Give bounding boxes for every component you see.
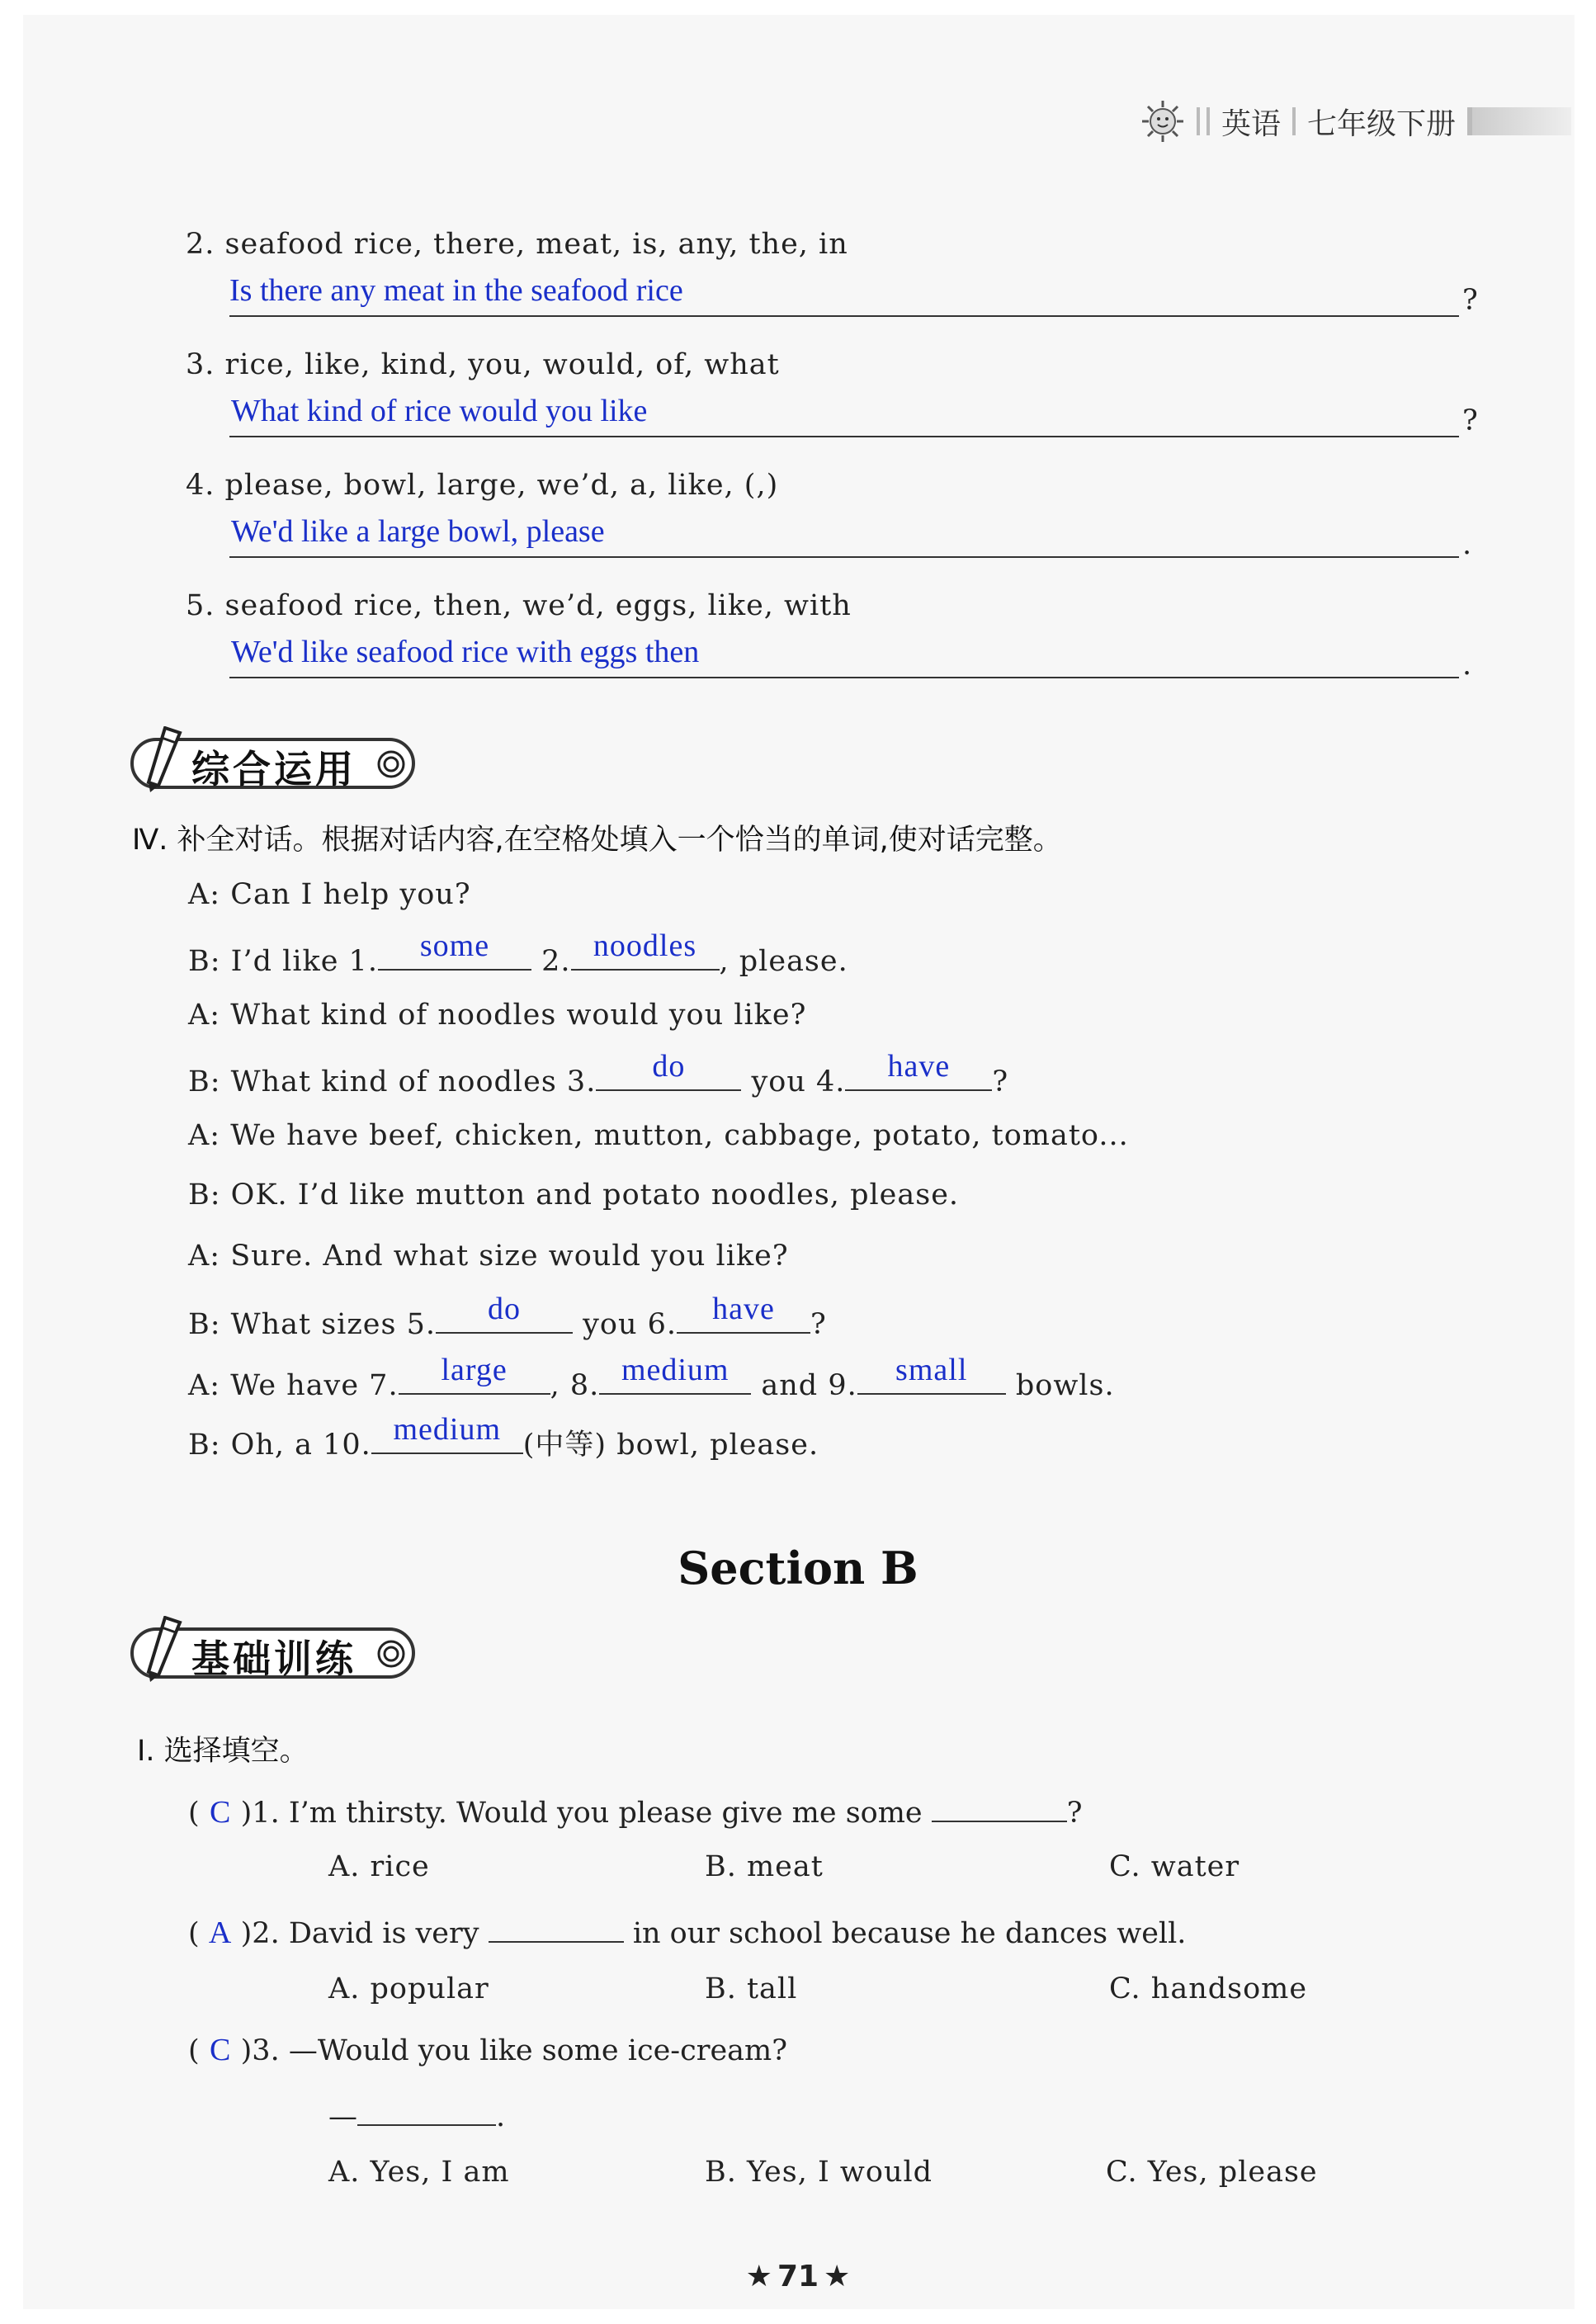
reorder-words-3: 3. rice, like, kind, you, would, of, what: [186, 348, 780, 381]
end-punct-2: ?: [1462, 284, 1478, 317]
choice-answer[interactable]: C: [209, 2033, 231, 2067]
dialog-text: and 9.: [761, 1369, 857, 1402]
star-icon: ★: [745, 2260, 772, 2293]
sun-icon: [1140, 99, 1185, 144]
blank-2[interactable]: [571, 928, 720, 971]
option-c[interactable]: C. Yes, please: [1106, 2156, 1318, 2189]
header-divider: [1197, 107, 1210, 135]
dialog-line-3: A: What kind of noodles would you like?: [188, 999, 807, 1032]
question-2: [188, 1910, 1186, 1951]
dialog-text: , 8.: [550, 1369, 600, 1402]
question-blank[interactable]: [489, 1910, 624, 1943]
dialog-text: B: What kind of noodles 3.: [188, 1065, 597, 1098]
dialog-line-5: A: We have beef, chicken, mutton, cabbage, potato, tomato...: [188, 1119, 1129, 1152]
reorder-words-2: 2. seafood rice, there, meat, is, any, the, in: [186, 228, 848, 261]
question-3: [188, 2032, 787, 2068]
dialog-text: you 6.: [583, 1308, 678, 1341]
blank-10[interactable]: [371, 1412, 523, 1454]
answer-line: [229, 556, 1459, 558]
option-a[interactable]: A. popular: [328, 1972, 489, 2005]
dialog-text: ?: [992, 1065, 1009, 1098]
blank-answer: medium: [393, 1412, 502, 1447]
banner-comprehensive: [130, 726, 419, 791]
answer-line: [229, 436, 1459, 437]
page-number-value: 71: [777, 2260, 819, 2293]
dialog-text: A: We have 7.: [188, 1369, 399, 1402]
blank-6[interactable]: [677, 1292, 810, 1334]
end-punct-4: .: [1462, 528, 1472, 561]
open-paren: (: [188, 1917, 200, 1950]
dialog-text: ?: [810, 1308, 827, 1341]
blank-answer: large: [441, 1353, 508, 1387]
question-text: )2. David is very: [240, 1917, 479, 1950]
question-text: )3. —Would you like some ice-cream?: [240, 2034, 787, 2067]
choice-answer[interactable]: C: [209, 1795, 231, 1830]
reorder-answer-4: We'd like a large bowl, please: [231, 514, 605, 549]
question-1: [188, 1789, 1083, 1830]
option-a[interactable]: A. rice: [328, 1850, 430, 1883]
end-punct-5: .: [1462, 649, 1472, 682]
page-header: [1140, 99, 1571, 144]
header-grade: 七年级下册: [1306, 106, 1456, 141]
reorder-answer-3: What kind of rice would you like: [231, 394, 648, 428]
dialog-text: , please.: [719, 945, 848, 978]
dialog-text: you 4.: [751, 1065, 846, 1098]
pencil-icon: [137, 1616, 191, 1684]
reorder-answer-2: Is there any meat in the seafood rice: [229, 273, 683, 308]
dialog-line-8: [188, 1292, 827, 1341]
page-number: [0, 2260, 1596, 2293]
header-separator: [1292, 107, 1296, 135]
choice-answer[interactable]: A: [208, 1915, 232, 1950]
blank-answer: noodles: [593, 928, 697, 963]
dash: —: [328, 2100, 357, 2133]
dialog-line-6: B: OK. I’d like mutton and potato noodles, please.: [188, 1179, 960, 1212]
question-text: )1. I’m thirsty. Would you please give me some: [240, 1797, 923, 1830]
answer-line: [229, 315, 1459, 317]
blank-answer: do: [488, 1292, 521, 1326]
star-icon: ★: [824, 2260, 851, 2293]
question-end: ?: [1066, 1797, 1083, 1830]
dialog-line-1: A: Can I help you?: [188, 878, 471, 911]
ring-icon: [376, 749, 406, 779]
dialog-line-2: [188, 928, 848, 978]
banner-label: 基础训练: [191, 1637, 357, 1681]
blank-5[interactable]: [436, 1292, 573, 1334]
dialog-text: 2.: [541, 945, 571, 978]
dialog-line-10: [188, 1412, 819, 1463]
header-tab: [1467, 107, 1571, 135]
header-subject: 英语: [1221, 106, 1281, 141]
blank-3[interactable]: [596, 1049, 741, 1091]
banner-label: 综合运用: [191, 747, 357, 791]
section-b-title: Section B: [678, 1542, 918, 1594]
blank-8[interactable]: [599, 1353, 751, 1395]
dialog-text: B: Oh, a 10.: [188, 1429, 371, 1462]
blank-7[interactable]: [399, 1353, 550, 1395]
end-punct-3: ?: [1462, 404, 1478, 437]
option-b[interactable]: B. tall: [705, 1972, 798, 2005]
pencil-icon: [137, 726, 191, 794]
question-tail: in our school because he dances well.: [632, 1917, 1187, 1950]
question-3-response: [328, 2093, 505, 2133]
answer-line: [229, 677, 1459, 678]
reorder-answer-5: We'd like seafood rice with eggs then: [231, 635, 700, 669]
blank-4[interactable]: [845, 1049, 992, 1091]
question-blank[interactable]: [357, 2093, 496, 2126]
dialog-text: B: I’d like 1.: [188, 945, 378, 978]
blank-answer: some: [419, 928, 490, 963]
blank-answer: do: [652, 1049, 686, 1084]
dialog-text: B: What sizes 5.: [188, 1308, 436, 1341]
blank-answer: have: [887, 1049, 951, 1084]
blank-answer: small: [895, 1353, 968, 1387]
dialog-line-7: A: Sure. And what size would you like?: [188, 1240, 789, 1273]
dialog-text: bowls.: [1015, 1369, 1115, 1402]
banner-basic-training: [130, 1616, 419, 1680]
dialog-line-4: [188, 1049, 1009, 1098]
option-b[interactable]: B. Yes, I would: [705, 2156, 933, 2189]
blank-9[interactable]: [857, 1353, 1006, 1395]
reorder-words-4: 4. please, bowl, large, we’d, a, like, (,): [186, 469, 779, 502]
option-a[interactable]: A. Yes, I am: [328, 2156, 510, 2189]
option-b[interactable]: B. meat: [705, 1850, 824, 1883]
blank-answer: medium: [621, 1353, 730, 1387]
section-4-title: Ⅳ. 补全对话。根据对话内容,在空格处填入一个恰当的单词,使对话完整。: [132, 824, 1062, 857]
ring-icon: [376, 1639, 406, 1669]
blank-1[interactable]: [378, 928, 531, 971]
reorder-words-5: 5. seafood rice, then, we’d, eggs, like, with: [186, 589, 852, 622]
option-c[interactable]: C. handsome: [1109, 1972, 1308, 2005]
open-paren: (: [188, 2034, 200, 2067]
question-blank[interactable]: [932, 1789, 1067, 1822]
question-end: .: [496, 2100, 506, 2133]
dialog-text: (中等) bowl, please.: [522, 1429, 819, 1462]
dialog-line-9: [188, 1353, 1115, 1402]
section-1-title: Ⅰ. 选择填空。: [137, 1735, 309, 1768]
option-c[interactable]: C. water: [1109, 1850, 1240, 1883]
open-paren: (: [188, 1797, 200, 1830]
blank-answer: have: [712, 1292, 775, 1326]
